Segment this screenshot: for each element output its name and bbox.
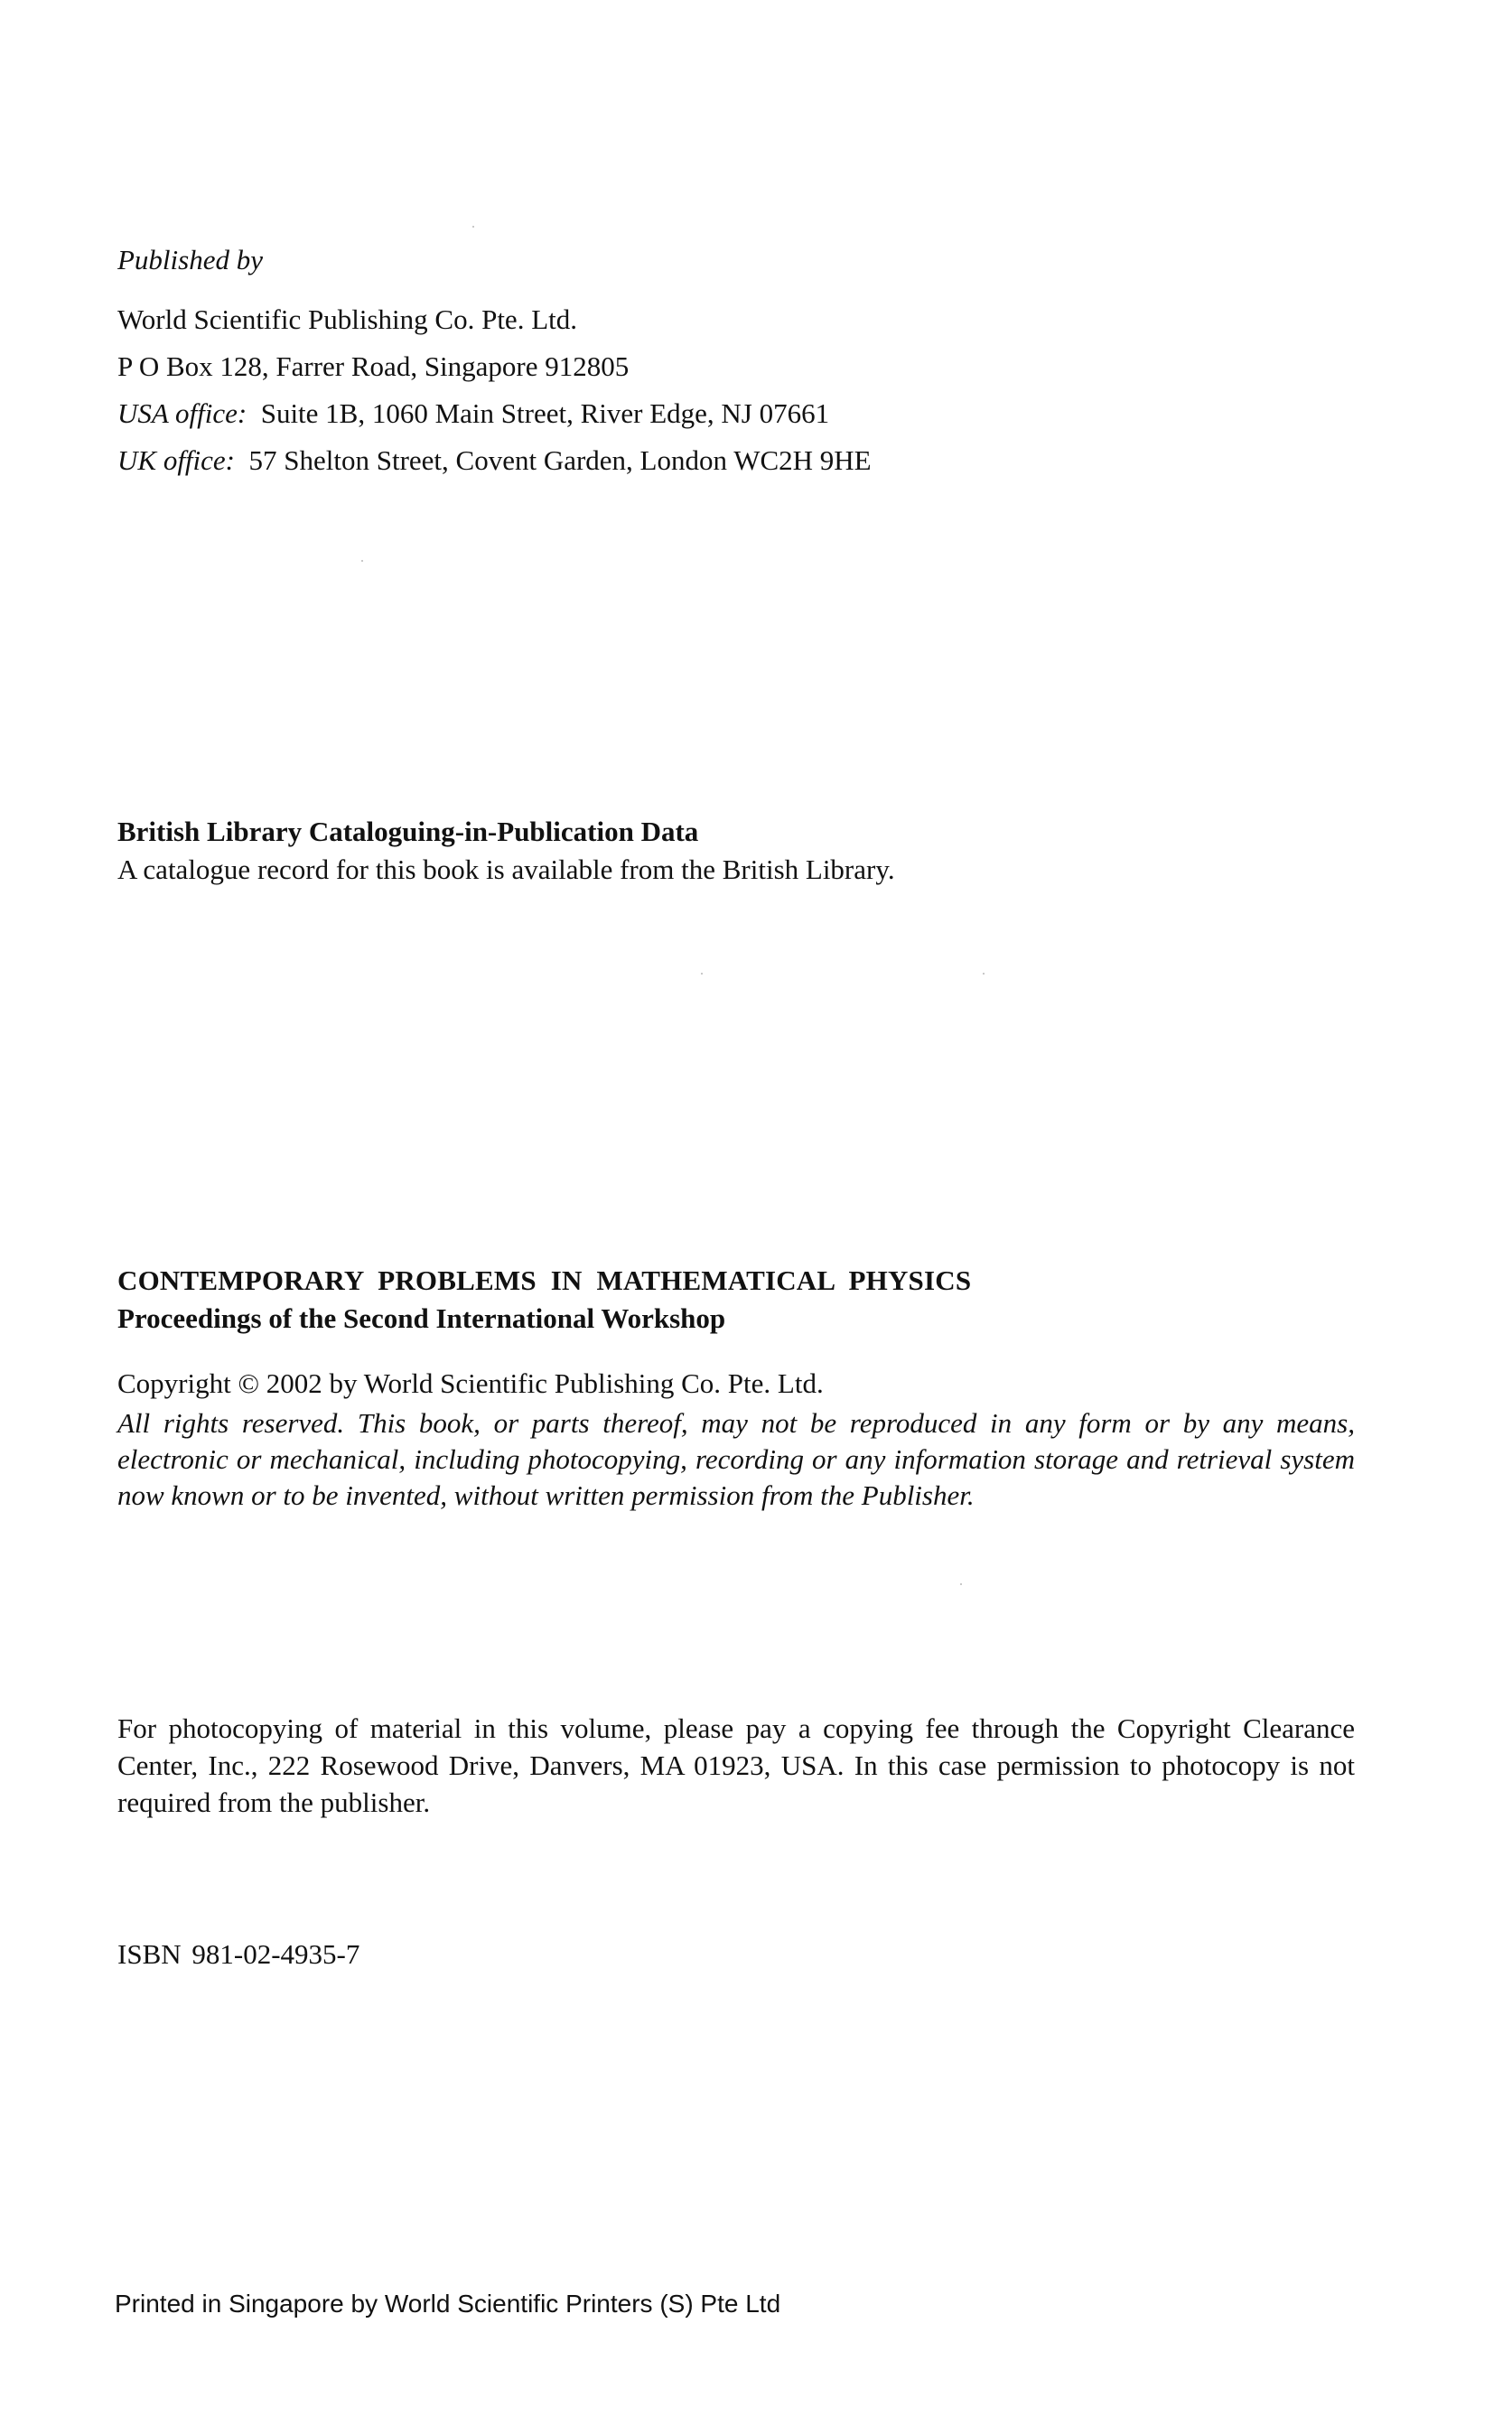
uk-office-label: UK office: bbox=[117, 444, 235, 476]
printer-line: Printed in Singapore by World Scientific Printers (S) Pte Ltd bbox=[115, 2290, 781, 2318]
publisher-name: World Scientific Publishing Co. Pte. Ltd. bbox=[117, 303, 577, 335]
usa-office-address: Suite 1B, 1060 Main Street, River Edge, NJ 07661 bbox=[260, 397, 830, 429]
scan-speck bbox=[983, 973, 985, 975]
usa-office-line bbox=[117, 390, 1364, 437]
copyright-line: Copyright © 2002 by World Scientific Publishing Co. Pte. Ltd. bbox=[117, 1367, 824, 1399]
cataloguing-heading: British Library Cataloguing-in-Publication Data bbox=[117, 816, 699, 847]
cataloguing-text: A catalogue record for this book is available from the British Library. bbox=[117, 854, 895, 885]
publisher-info bbox=[117, 296, 1364, 484]
usa-office-label: USA office: bbox=[117, 397, 247, 429]
cataloguing-section bbox=[117, 813, 1364, 889]
publisher-address: P O Box 128, Farrer Road, Singapore 912805 bbox=[117, 350, 630, 382]
book-subtitle: Proceedings of the Second International Workshop bbox=[117, 1302, 726, 1334]
rights-reserved-notice: All rights reserved. This book, or parts thereof, may not be reproduced in any form or by any means, electronic or mechanical, including photocopying, recording or any information storage and retrieval system now known or to be invented, without written permission from the Publisher. bbox=[117, 1407, 1355, 1511]
scan-speck bbox=[701, 973, 703, 975]
scan-speck bbox=[361, 560, 363, 562]
published-by-label: Published by bbox=[117, 244, 263, 275]
uk-office-line bbox=[117, 437, 1364, 484]
book-title: CONTEMPORARY PROBLEMS IN MATHEMATICAL PHYSICS bbox=[117, 1264, 972, 1296]
scan-speck bbox=[472, 226, 474, 228]
photocopy-notice: For photocopying of material in this volume, please pay a copying fee through the Copyright Clearance Center, Inc., 222 Rosewood Drive, Danvers, MA 01923, USA. In this case permission to photocopy is not required from the publisher. bbox=[117, 1712, 1355, 1818]
uk-office-address: 57 Shelton Street, Covent Garden, London WC2H 9HE bbox=[248, 444, 872, 476]
scan-speck bbox=[960, 1583, 962, 1585]
book-title-section bbox=[117, 1262, 1364, 1338]
isbn-line: ISBN 981-02-4935-7 bbox=[117, 1938, 360, 1970]
